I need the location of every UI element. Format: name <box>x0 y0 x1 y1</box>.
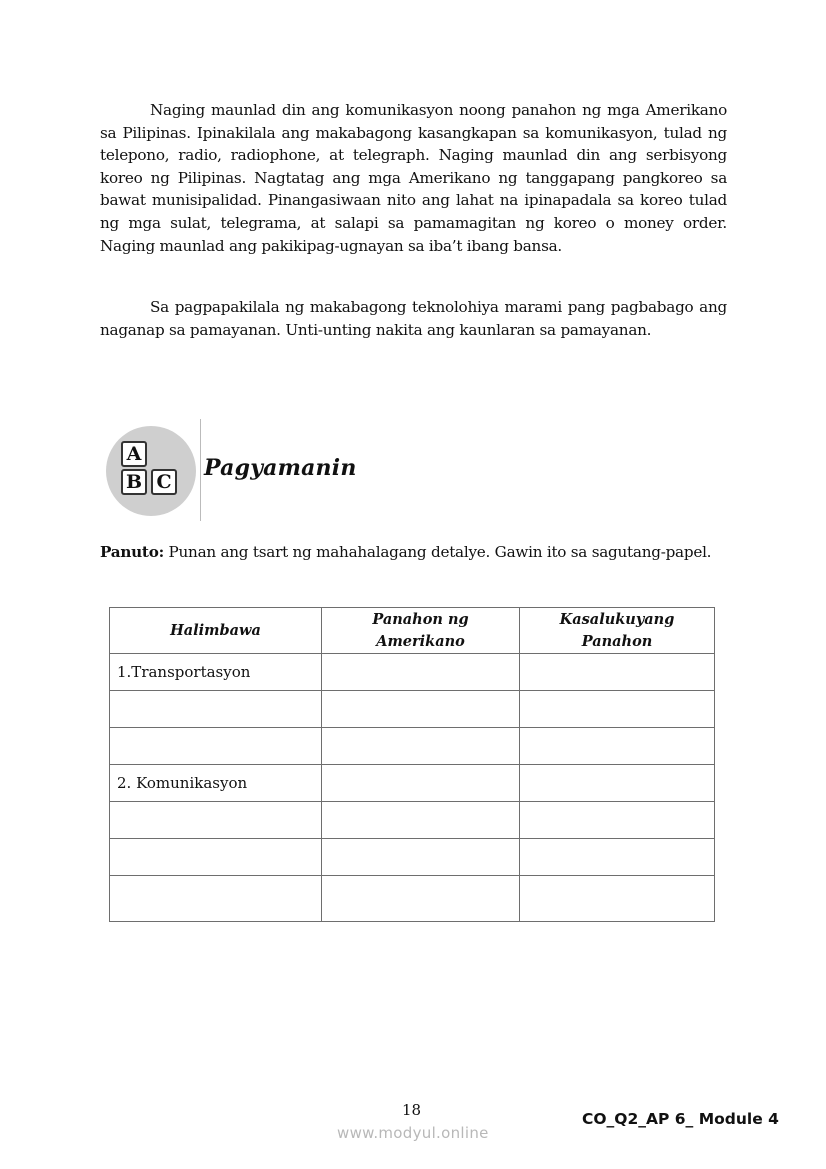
table-cell <box>520 765 715 802</box>
header-halimbawa: Halimbawa <box>110 608 322 654</box>
table-cell <box>322 691 520 728</box>
table-cell <box>322 839 520 876</box>
table-cell <box>322 876 520 922</box>
instructions-text: Punan ang tsart ng mahahalagang detalye. Gawin ito sa sagutang-papel. <box>163 543 712 561</box>
table-cell <box>322 654 520 691</box>
table-row <box>110 802 715 839</box>
fill-in-chart-table <box>109 607 715 922</box>
header-panahon-ng-amerikano: Panahon ng Amerikano <box>322 608 520 654</box>
table-cell <box>322 765 520 802</box>
block-a-icon: A <box>121 441 147 467</box>
table-header-row <box>110 608 715 654</box>
instructions-label: Panuto: <box>100 543 164 561</box>
table-cell <box>520 691 715 728</box>
table-cell <box>110 839 322 876</box>
table-cell <box>322 728 520 765</box>
module-code: CO_Q2_AP 6_ Module 4 <box>582 1110 779 1128</box>
table-row <box>110 691 715 728</box>
table-cell <box>520 839 715 876</box>
paragraph-teknolohiya <box>100 296 727 341</box>
paragraph-komunikasyon <box>100 99 727 257</box>
table-row <box>110 876 715 922</box>
table-cell <box>110 691 322 728</box>
table-row <box>110 728 715 765</box>
block-c-icon: C <box>151 469 177 495</box>
table-row <box>110 765 715 802</box>
table-cell <box>520 654 715 691</box>
paragraph-1-text: Naging maunlad din ang komunikasyon noong panahon ng mga Amerikano sa Pilipinas. Ipinakilala ang makabagong kasangkapan sa komunikasyon, tulad ng telepono, radio, radiophone, at telegraph. Naging maunlad din ang serbisyong koreo ng Pilipinas. Nagtatag ang mga Amerikano ng tanggapang pangkoreo sa bawat munisipalidad. Pinangasiwaan nito ang lahat na ipinapadala sa koreo tulad ng mga sulat, telegrama, at salapi sa pamamagitan ng koreo o money order. Naging maunlad ang pakikipag-ugnayan sa iba’t ibang bansa. <box>100 101 727 255</box>
table-row <box>110 839 715 876</box>
table-cell <box>110 802 322 839</box>
instructions <box>100 541 727 564</box>
table-row <box>110 654 715 691</box>
section-title: Pagyamanin <box>204 455 357 481</box>
section-header-pagyamanin <box>100 419 400 521</box>
header-kasalukuyang-panahon: Kasalukuyang Panahon <box>520 608 715 654</box>
abc-blocks-icon <box>106 426 196 516</box>
watermark: www.modyul.online <box>337 1124 489 1142</box>
table-cell <box>520 802 715 839</box>
table-cell <box>322 802 520 839</box>
table-cell <box>110 876 322 922</box>
paragraph-2-text: Sa pagpapakilala ng makabagong teknolohiya marami pang pagbabago ang naganap sa pamayanan. Unti-unting nakita ang kaunlaran sa pamayanan. <box>100 298 727 339</box>
table-cell <box>520 876 715 922</box>
block-b-icon: B <box>121 469 147 495</box>
table-cell <box>110 728 322 765</box>
table-cell <box>520 728 715 765</box>
page-number: 18 <box>402 1101 422 1119</box>
section-divider <box>200 419 201 521</box>
table-cell: 1.Transportasyon <box>110 654 322 691</box>
table-cell: 2. Komunikasyon <box>110 765 322 802</box>
